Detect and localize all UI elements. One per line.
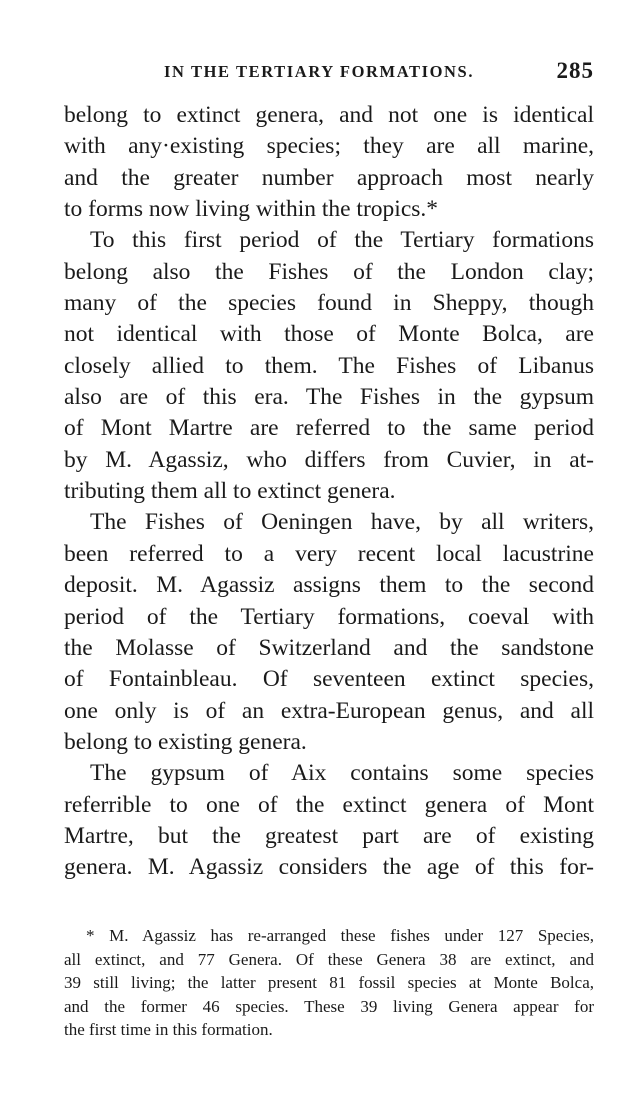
footnote-line: and the former 46 species. These 39 living Genera appear for [64, 996, 594, 1016]
footnote-line: 39 still living; the latter present 81 fossil species at Monte Bolca, [64, 973, 594, 993]
text-line: referrible to one of the extinct genera of Mont [64, 791, 594, 818]
text-line: been referred to a very recent local lacustrine [64, 540, 594, 567]
text-line: one only is of an extra-European genus, and all [64, 697, 594, 724]
footnote [64, 924, 594, 1042]
text-line: the Molasse of Switzerland and the sandstone [64, 634, 594, 661]
text-line: to forms now living within the tropics.* [64, 196, 439, 223]
text-line: belong to extinct genera, and not one is identical [64, 102, 594, 128]
text-line: period of the Tertiary formations, coeval with [64, 603, 594, 630]
text-line: tributing them all to extinct genera. [64, 478, 396, 505]
text-line: and the greater number approach most nearly [64, 164, 594, 191]
text-line: closely allied to them. The Fishes of Libanus [64, 352, 594, 379]
text-line: belong to existing genera. [64, 728, 307, 755]
text-line: belong also the Fishes of the London clay; [64, 258, 594, 285]
text-line: The gypsum of Aix contains some species [90, 760, 594, 787]
footnote-line: all extinct, and 77 Genera. Of these Genera 38 are extinct, and [64, 949, 594, 969]
text-line: many of the species found in Sheppy, though [64, 290, 594, 317]
footnote-line: * M. Agassiz has re-arranged these fishes under 127 Species, [86, 926, 594, 945]
page-number: 285 [556, 58, 594, 83]
text-line: with any·existing species; they are all marine, [64, 133, 594, 160]
text-line: Martre, but the greatest part are of existing [64, 822, 594, 849]
running-head [64, 60, 594, 88]
text-line: genera. M. Agassiz considers the age of this for- [64, 854, 594, 881]
body-text [64, 100, 594, 884]
footnote-line: the first time in this formation. [64, 1020, 273, 1040]
text-line: of Fontainbleau. Of seventeen extinct species, [64, 666, 594, 693]
running-title: IN THE TERTIARY FORMATIONS. [164, 62, 475, 81]
text-line: of Mont Martre are referred to the same period [64, 415, 594, 442]
text-line: by M. Agassiz, who differs from Cuvier, in at- [64, 446, 594, 473]
text-line: not identical with those of Monte Bolca, are [64, 321, 594, 348]
text-line: The Fishes of Oeningen have, by all writers, [90, 509, 594, 536]
text-line: To this first period of the Tertiary formations [90, 227, 594, 254]
text-line: also are of this era. The Fishes in the gypsum [64, 384, 594, 411]
text-line: deposit. M. Agassiz assigns them to the second [64, 572, 594, 599]
